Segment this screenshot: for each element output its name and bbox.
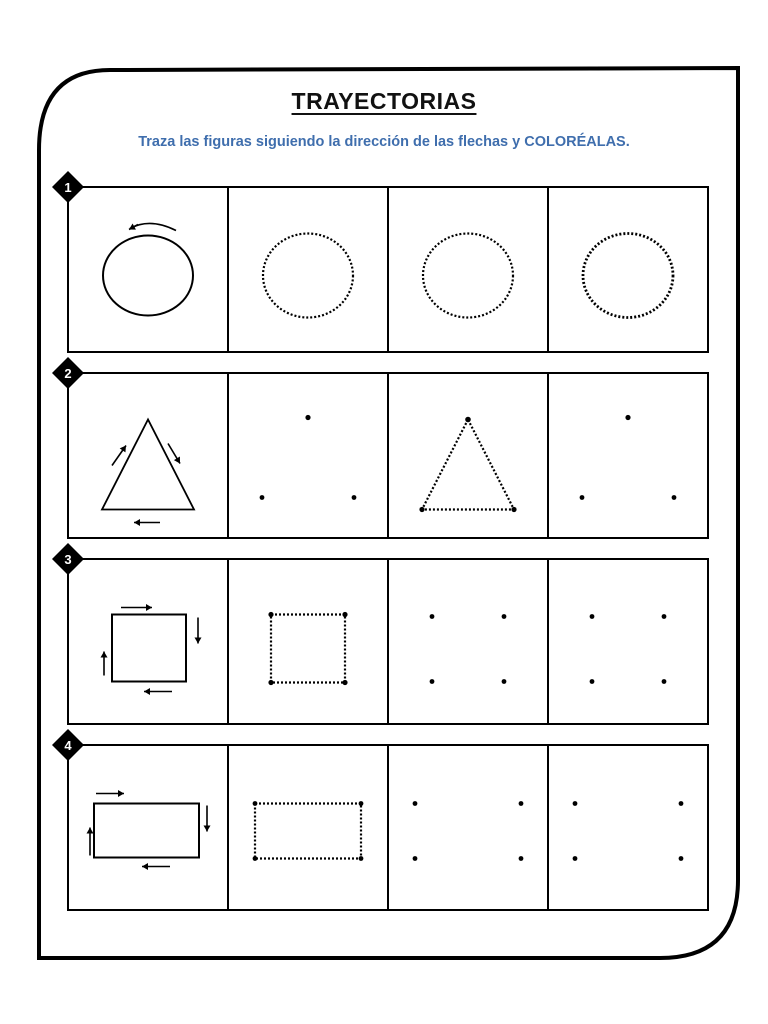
dot: [519, 801, 524, 806]
dot: [580, 495, 585, 500]
dot: [465, 417, 471, 423]
exercise-row-4: [52, 729, 708, 910]
dot: [359, 801, 364, 806]
cell-circle-1: [68, 187, 228, 352]
dot: [260, 495, 265, 500]
cell-border: [68, 745, 228, 910]
cell-border: [388, 559, 548, 724]
dot: [662, 614, 667, 619]
row-number-label: 1: [64, 180, 72, 195]
dot: [573, 801, 578, 806]
cell-border: [548, 187, 708, 352]
dot: [502, 679, 507, 684]
cell-square-3: [388, 559, 548, 724]
dot: [413, 856, 418, 861]
dot: [502, 614, 507, 619]
cell-triangle-1: [68, 373, 228, 538]
dot: [573, 856, 578, 861]
dot: [590, 614, 595, 619]
cell-border: [68, 187, 228, 352]
cell-circle-2: [228, 187, 388, 352]
row-number-label: 2: [64, 366, 72, 381]
cell-border: [228, 559, 388, 724]
cell-rectangle-4: [548, 745, 708, 910]
exercise-row-1: [52, 171, 708, 352]
cell-rectangle-1: [68, 745, 228, 910]
cell-border: [388, 373, 548, 538]
cell-border: [388, 187, 548, 352]
dot: [419, 507, 424, 512]
instruction-text: Traza las figuras siguiendo la dirección de las flechas y COLORÉALAS.: [138, 134, 630, 150]
cell-circle-3: [388, 187, 548, 352]
cell-triangle-4: [548, 373, 708, 538]
row-number-label: 4: [64, 738, 72, 753]
cell-square-1: [68, 559, 228, 724]
dot: [662, 679, 667, 684]
cell-square-2: [228, 559, 388, 724]
cell-border: [228, 373, 388, 538]
dot: [352, 495, 357, 500]
cell-border: [228, 187, 388, 352]
dot: [413, 801, 418, 806]
dot: [679, 856, 684, 861]
cell-border: [228, 745, 388, 910]
cell-border: [548, 559, 708, 724]
cell-border: [68, 373, 228, 538]
dot: [268, 680, 273, 685]
cell-border: [548, 745, 708, 910]
cell-border: [68, 559, 228, 724]
cell-square-4: [548, 559, 708, 724]
dot: [672, 495, 677, 500]
cell-circle-4: [548, 187, 708, 352]
cell-triangle-2: [228, 373, 388, 538]
cell-triangle-3: [388, 373, 548, 538]
cell-rectangle-3: [388, 745, 548, 910]
dot: [359, 856, 364, 861]
row-number-label: 3: [64, 552, 72, 567]
cell-border: [388, 745, 548, 910]
dot: [430, 614, 435, 619]
dot: [305, 415, 310, 420]
cell-rectangle-2: [228, 745, 388, 910]
dot: [590, 679, 595, 684]
dot: [253, 856, 258, 861]
exercise-row-3: [52, 543, 708, 724]
dot: [253, 801, 258, 806]
cell-border: [548, 373, 708, 538]
dot: [430, 679, 435, 684]
page-title: TRAYECTORIAS: [291, 88, 477, 114]
dot: [625, 415, 630, 420]
dot: [679, 801, 684, 806]
dot: [511, 507, 516, 512]
exercise-row-2: [52, 357, 708, 538]
dot: [268, 612, 273, 617]
dot: [342, 680, 347, 685]
dot: [342, 612, 347, 617]
dot: [519, 856, 524, 861]
